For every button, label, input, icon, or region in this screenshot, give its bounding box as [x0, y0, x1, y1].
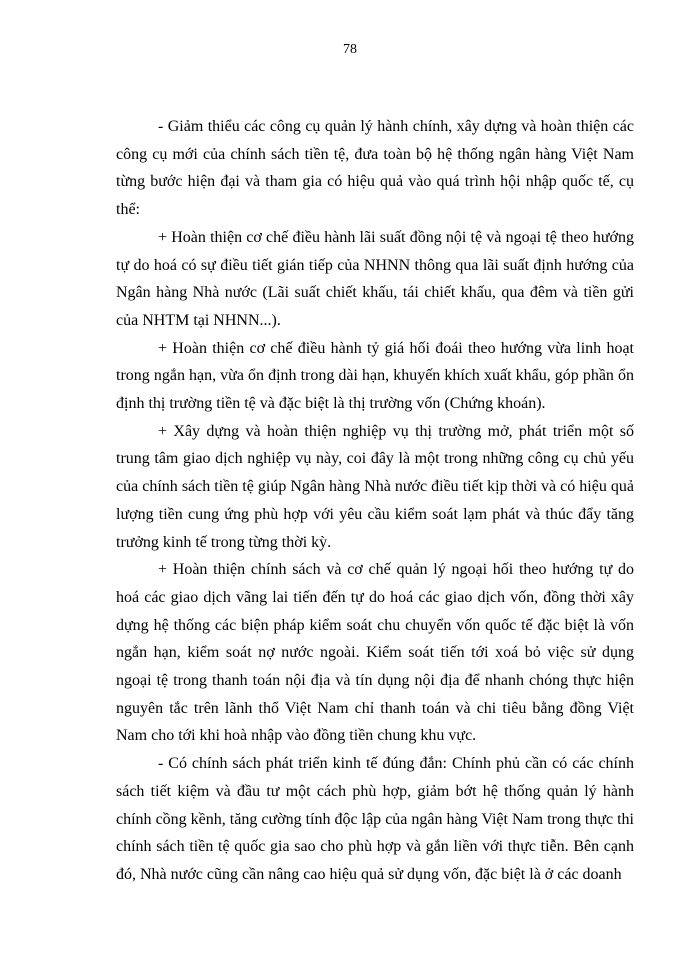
paragraph-interest-rate: + Hoàn thiện cơ chế điều hành lãi suất đồng nội tệ và ngoại tệ theo hướng tự do hoá có sự điều tiết gián tiếp của NHNN thông qua lãi suất định hướng của Ngân hàng Nhà nước (Lãi suất chiết khấu, tái chiết khấu, qua đêm và tiền gửi của NHTM tại NHNN...). [116, 228, 634, 329]
paragraph-foreign-exchange: + Hoàn thiện chính sách và cơ chế quản lý ngoại hối theo hướng tự do hoá các giao dịch vãng lai tiến đến tự do hoá các giao dịch vốn, đồng thời xây dựng hệ thống các biện pháp kiểm soát chu chuyển vốn quốc tế đặc biệt là vốn ngắn hạn, kiểm soát nợ nước ngoài. Kiểm soát tiến tới xoá bỏ việc sử dụng ngoại tệ trong thanh toán nội địa và tín dụng nội địa để nhanh chóng thực hiện nguyên tắc trên lãnh thổ Việt Nam chỉ thanh toán và chi tiêu bằng đồng Việt Nam cho tới khi hoà nhập vào đồng tiền chung khu vực. [116, 561, 634, 745]
paragraph-economic-policy: - Có chính sách phát triển kinh tế đúng đắn: Chính phủ cần có các chính sách tiết kiệm và đầu tư một cách phù hợp, giảm bớt hệ thống quản lý hành chính cồng kềnh, tăng cường tính độc lập của ngân hàng Việt Nam trong thực thi chính sách tiền tệ quốc gia sao cho phù hợp và gắn liền với thực tiễn. Bên cạnh đó, Nhà nước cũng cần nâng cao hiệu quả sử dụng vốn, đặc biệt là ở các doanh [116, 755, 634, 883]
paragraph-instrument-reform: - Giảm thiểu các công cụ quản lý hành chính, xây dựng và hoàn thiện các công cụ mới của chính sách tiền tệ, đưa toàn bộ hệ thống ngân hàng Việt Nam từng bước hiện đại và tham gia có hiệu quả vào quá trình hội nhập quốc tế, cụ thể: [116, 118, 634, 219]
page-number: 78 [343, 42, 357, 57]
paragraph-exchange-rate: + Hoàn thiện cơ chế điều hành tỷ giá hối đoái theo hướng vừa linh hoạt trong ngắn hạn, vừa ổn định trong dài hạn, khuyến khích xuất khẩu, góp phần ổn định thị trường tiền tệ và đặc biệt là thị trường vốn (Chứng khoán). [116, 339, 634, 413]
paragraph-open-market: + Xây dựng và hoàn thiện nghiệp vụ thị trường mở, phát triển một số trung tâm giao dịch nghiệp vụ này, coi đây là một trong những công cụ chủ yếu của chính sách tiền tệ giúp Ngân hàng Nhà nước điều tiết kịp thời và có hiệu quả lượng tiền cung ứng phù hợp với yêu cầu kiểm soát lạm phát và thúc đẩy tăng trưởng kinh tế trong từng thời kỳ. [116, 422, 634, 551]
document-body [116, 113, 634, 889]
